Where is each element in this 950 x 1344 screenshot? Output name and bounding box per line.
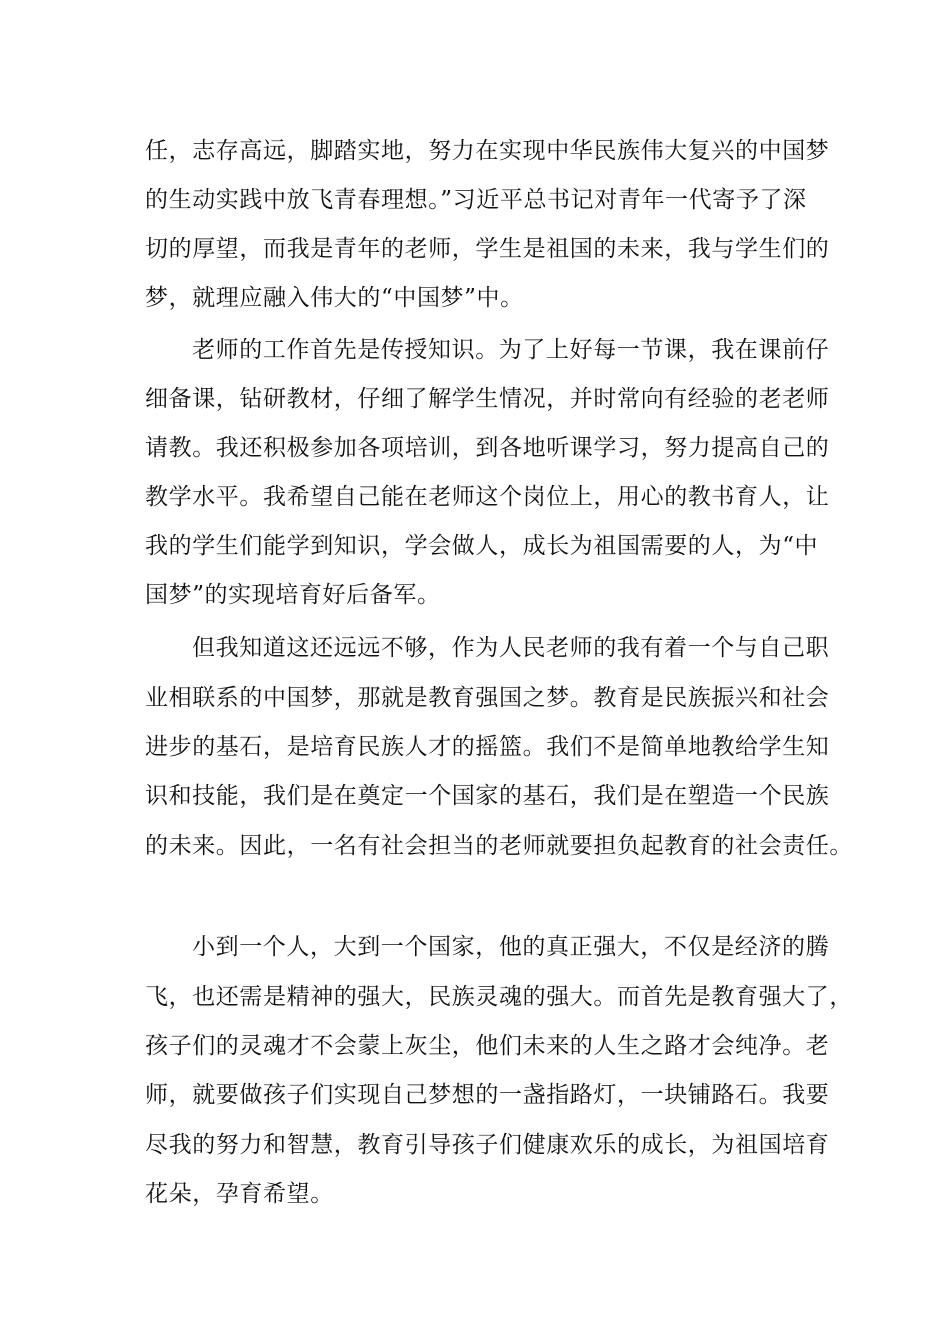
paragraph-3-line-5: 的未来。因此，一名有社会担当的老师就要担负起教育的社会责任。 [145,833,853,859]
paragraph-3-line-3: 进步的基石，是培育民族人才的摇篮。我们不是简单地教给学生知 [145,734,830,760]
paragraph-4-line-2: 飞，也还需是精神的强大，民族灵魂的强大。而首先是教育强大了， [145,984,853,1010]
paragraph-2-line-1: 老师的工作首先是传授知识。为了上好每一节课，我在课前仔 [192,337,830,363]
paragraph-2-line-2: 细备课，钻研教材，仔细了解学生情况，并时常向有经验的老老师 [145,386,830,412]
paragraph-4-line-5: 尽我的努力和智慧，教育引导孩子们健康欢乐的成长，为祖国培育 [145,1132,830,1158]
paragraph-2-line-6: 国梦”的实现培育好后备军。 [145,582,441,608]
paragraph-4-line-4: 师，就要做孩子们实现自己梦想的一盏指路灯，一块铺路石。我要 [145,1082,830,1108]
paragraph-1-line-4: 梦，就理应融入伟大的“中国梦”中。 [145,285,524,311]
paragraph-2-line-5: 我的学生们能学到知识，学会做人，成长为祖国需要的人，为“中 [145,533,819,559]
paragraph-2-line-3: 请教。我还积极参加各项培训，到各地听课学习，努力提高自己的 [145,435,830,461]
paragraph-3-line-2: 业相联系的中国梦，那就是教育强国之梦。教育是民族振兴和社会 [145,685,830,711]
paragraph-4-line-6: 花朵，孕育希望。 [145,1181,334,1207]
paragraph-1-line-1: 任，志存高远，脚踏实地，努力在实现中华民族伟大复兴的中国梦 [145,138,830,164]
paragraph-3-line-1: 但我知道这还远远不够，作为人民老师的我有着一个与自己职 [192,635,830,661]
paragraph-4-line-1: 小到一个人，大到一个国家，他的真正强大，不仅是经济的腾 [192,934,830,960]
paragraph-2-line-4: 教学水平。我希望自己能在老师这个岗位上，用心的教书育人，让 [145,484,830,510]
paragraph-3-line-4: 识和技能，我们是在奠定一个国家的基石，我们是在塑造一个民族 [145,783,830,809]
paragraph-4-line-3: 孩子们的灵魂才不会蒙上灰尘，他们未来的人生之路才会纯净。老 [145,1033,830,1059]
paragraph-1-line-2: 的生动实践中放飞青春理想。”习近平总书记对青年一代寄予了深 [145,187,807,213]
paragraph-1-line-3: 切的厚望，而我是青年的老师，学生是祖国的未来，我与学生们的 [145,236,830,262]
